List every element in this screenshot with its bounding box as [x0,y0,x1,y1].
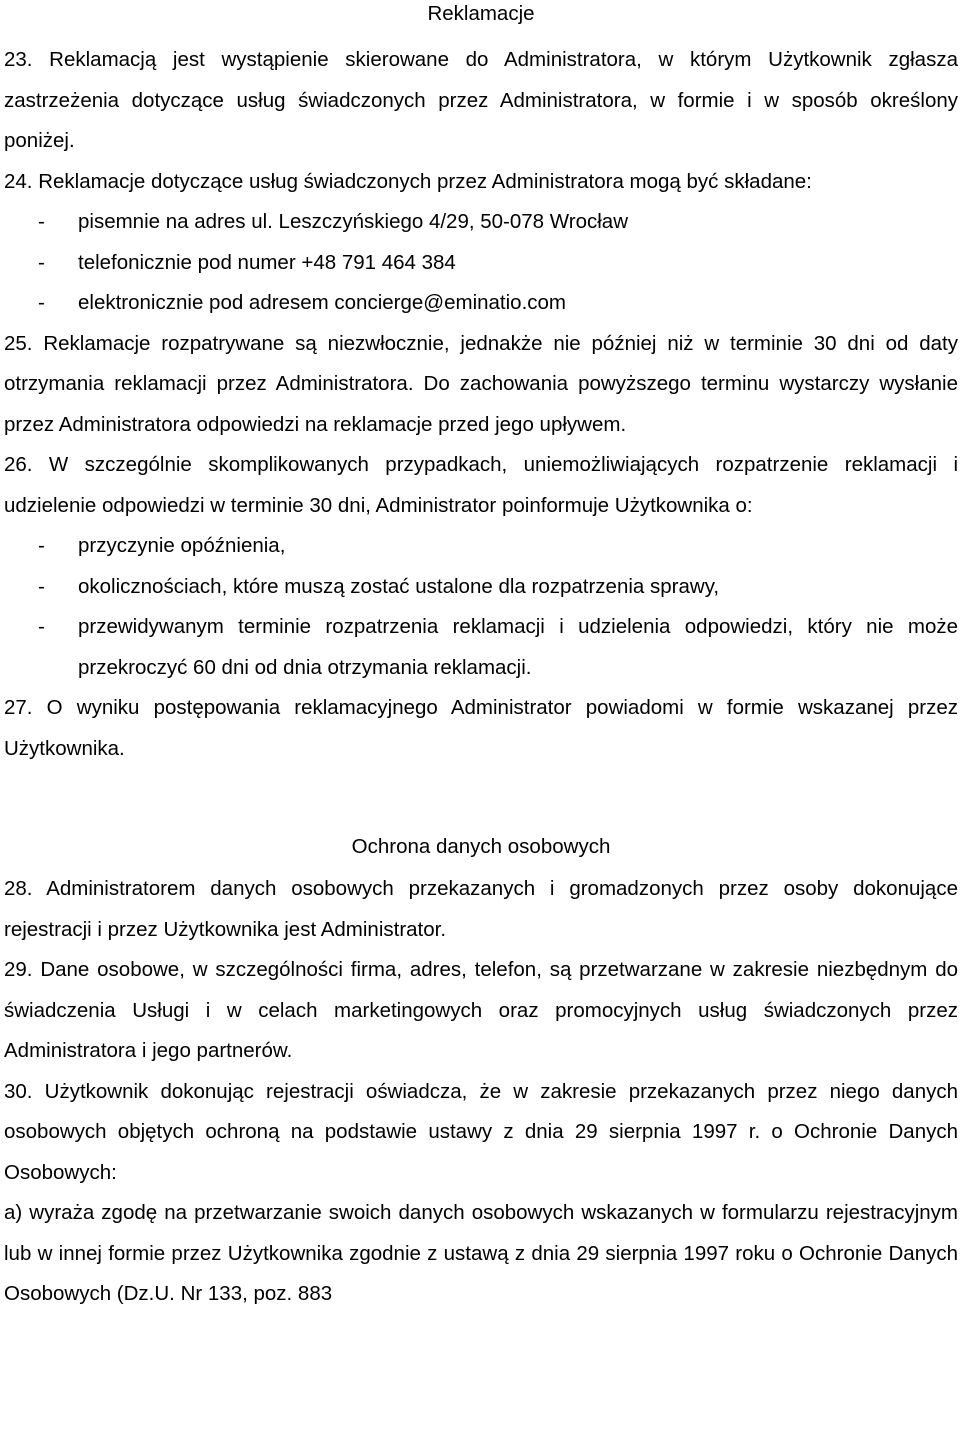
document-page [4,0,958,1315]
list-item [4,526,958,567]
paragraph-25: 25. Reklamacje rozpatrywane są niezwłocznie, jednakże nie później niż w terminie 30 dni od daty otrzymania reklamacji przez Administratora. Do zachowania powyższego terminu wystarczy wysłanie przez Administratora odpowiedzi na reklamacje przed jego upływem. [4,331,958,436]
paragraph-24: 24. Reklamacje dotyczące usług świadczonych przez Administratora mogą być składane: [4,169,812,193]
paragraph-23: 23. Reklamacją jest wystąpienie skierowane do Administratora, w którym Użytkownik zgłasza zastrzeżenia dotyczące usług świadczonych przez Administratora, w formie i w sposób określony poniżej. [4,48,958,152]
paragraph-28: 28. Administratorem danych osobowych przekazanych i gromadzonych przez osoby dokonujące rejestracji i przez Użytkownika jest Administrator. [4,877,958,941]
list-marker: - [38,534,45,557]
list-item-text: okolicznościach, które muszą zostać ustalone dla rozpatrzenia sprawy, [78,574,720,598]
list-marker: - [38,574,45,598]
complaint-channels-list [4,202,958,324]
email-link[interactable]: concierge@eminatio.com [334,291,566,314]
paragraph-30a: a) wyraża zgodę na przetwarzanie swoich danych osobowych wskazanych w formularzu rejestracyjnym lub w innej formie przez Użytkownika zgodnie z ustawą z dnia 29 sierpnia 1997 roku o Ochronie Danych Osobowych (Dz.U. Nr 133, poz. 883 [4,1201,958,1305]
list-item-text: przyczynie opóźnienia, [78,534,286,557]
paragraph-30: 30. Użytkownik dokonując rejestracji oświadcza, że w zakresie przekazanych przez niego danych osobowych objętych ochroną na podstawie ustawy z dnia 29 sierpnia 1997 r. o Ochronie Danych Osobowych: [4,1079,958,1184]
paragraph-29: 29. Dane osobowe, w szczególności firma, adres, telefon, są przetwarzane w zakresie niezbędnym do świadczenia Usługi i w celach marketingowych oraz promocyjnych usług świadczonych przez Administratora i jego partnerów. [4,958,958,1062]
list-item [4,202,958,243]
list-item-text: elektronicznie pod adresem [78,291,335,314]
list-marker: - [38,291,45,314]
list-marker: - [38,210,45,233]
paragraph-27: 27. O wyniku postępowania reklamacyjnego Administrator powiadomi w formie wskazanej przez Użytkownika. [4,696,958,760]
delay-reasons-list [4,526,958,688]
list-item [4,243,958,284]
list-item-text: telefonicznie pod numer +48 791 464 384 [78,250,456,274]
list-marker: - [38,250,45,274]
list-item-text: przewidywanym terminie rozpatrzenia reklamacji i udzielenia odpowiedzi, który nie może przekroczyć 60 dni od dnia otrzymania reklamacji. [78,615,958,679]
section-title-ochrona-danych: Ochrona danych osobowych [351,835,611,858]
list-item [4,283,958,324]
list-item-text: pisemnie na adres ul. Leszczyńskiego 4/29, 50-078 Wrocław [78,210,628,233]
list-marker: - [38,615,45,638]
section-title-reklamacje: Reklamacje [427,2,535,25]
list-item [4,607,958,688]
paragraph-26: 26. W szczególnie skomplikowanych przypadkach, uniemożliwiających rozpatrzenie reklamacji i udzielenie odpowiedzi w terminie 30 dni, Administrator poinformuje Użytkownika o: [4,453,958,517]
list-item [4,567,958,608]
